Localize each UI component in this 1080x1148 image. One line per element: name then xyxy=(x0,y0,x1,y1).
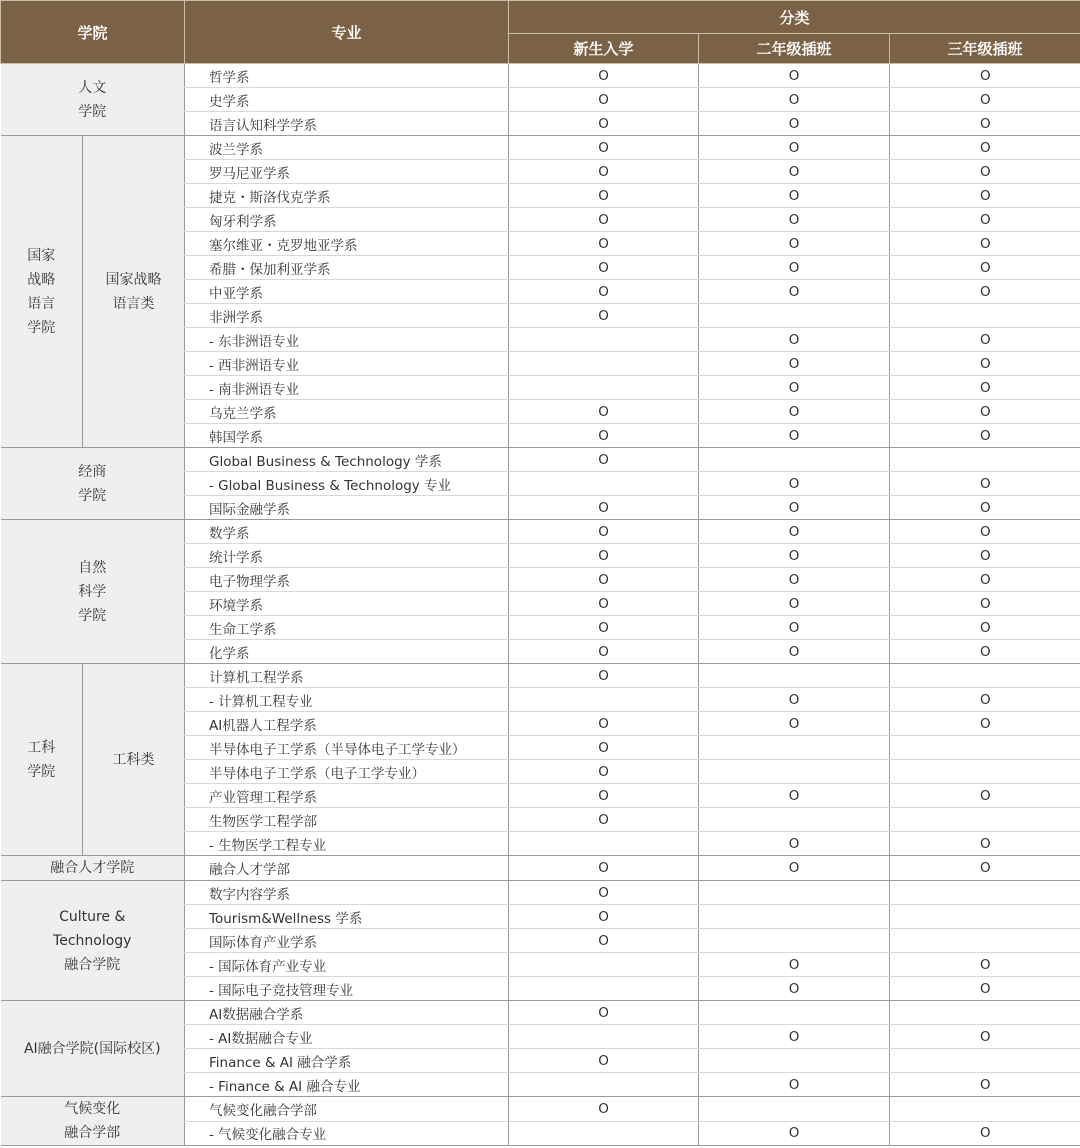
major-cell: - 气候变化融合专业 xyxy=(185,1121,509,1146)
mark-freshman: O xyxy=(509,88,699,112)
mark-freshman: O xyxy=(509,760,699,784)
mark-freshman: O xyxy=(509,256,699,280)
mark-sophomore: O xyxy=(699,544,890,568)
mark-sophomore: O xyxy=(699,256,890,280)
mark-sophomore: O xyxy=(699,712,890,736)
mark-junior xyxy=(890,1097,1080,1122)
mark-sophomore: O xyxy=(699,376,890,400)
mark-junior xyxy=(890,664,1080,688)
mark-sophomore: O xyxy=(699,640,890,664)
table-row xyxy=(1,1001,1080,1025)
mark-junior xyxy=(890,929,1080,953)
mark-sophomore: O xyxy=(699,472,890,496)
mark-freshman: O xyxy=(509,424,699,448)
mark-freshman: O xyxy=(509,280,699,304)
mark-sophomore: O xyxy=(699,856,890,881)
mark-sophomore: O xyxy=(699,424,890,448)
mark-junior: O xyxy=(890,712,1080,736)
major-cell: AI数据融合学系 xyxy=(185,1001,509,1025)
mark-sophomore: O xyxy=(699,977,890,1001)
major-cell: - 计算机工程专业 xyxy=(185,688,509,712)
mark-sophomore: O xyxy=(699,1025,890,1049)
mark-freshman: O xyxy=(509,520,699,544)
major-cell: 非洲学系 xyxy=(185,304,509,328)
mark-freshman: O xyxy=(509,160,699,184)
college-cell: AI融合学院(国际校区) xyxy=(1,1001,185,1097)
major-cell: - 国际体育产业专业 xyxy=(185,953,509,977)
mark-junior: O xyxy=(890,256,1080,280)
major-cell: 生命工学系 xyxy=(185,616,509,640)
mark-freshman xyxy=(509,1025,699,1049)
mark-sophomore xyxy=(699,1001,890,1025)
college-cell: 融合人才学院 xyxy=(1,856,185,881)
header-junior: 三年级插班 xyxy=(890,34,1080,64)
mark-freshman: O xyxy=(509,400,699,424)
major-cell: 产业管理工程学系 xyxy=(185,784,509,808)
table-row xyxy=(1,1097,1080,1122)
major-cell: 罗马尼亚学系 xyxy=(185,160,509,184)
header-sophomore: 二年级插班 xyxy=(699,34,890,64)
mark-freshman xyxy=(509,832,699,856)
major-cell: - Global Business & Technology 专业 xyxy=(185,472,509,496)
mark-sophomore: O xyxy=(699,520,890,544)
table-body xyxy=(1,64,1080,1146)
mark-freshman: O xyxy=(509,64,699,88)
mark-sophomore: O xyxy=(699,400,890,424)
major-cell: Global Business & Technology 学系 xyxy=(185,448,509,472)
mark-sophomore: O xyxy=(699,496,890,520)
mark-junior xyxy=(890,304,1080,328)
mark-sophomore: O xyxy=(699,352,890,376)
major-cell: 史学系 xyxy=(185,88,509,112)
mark-freshman: O xyxy=(509,808,699,832)
mark-junior: O xyxy=(890,184,1080,208)
mark-freshman: O xyxy=(509,784,699,808)
subcategory-cell: 国家战略 语言类 xyxy=(83,136,185,448)
major-cell: 语言认知科学学系 xyxy=(185,112,509,136)
mark-junior xyxy=(890,881,1080,905)
mark-sophomore: O xyxy=(699,184,890,208)
table-row xyxy=(1,448,1080,472)
mark-freshman: O xyxy=(509,929,699,953)
mark-junior: O xyxy=(890,352,1080,376)
major-cell: 匈牙利学系 xyxy=(185,208,509,232)
major-cell: Finance & AI 融合学系 xyxy=(185,1049,509,1073)
mark-freshman: O xyxy=(509,640,699,664)
mark-freshman xyxy=(509,953,699,977)
mark-sophomore xyxy=(699,1097,890,1122)
major-cell: 半导体电子工学系（半导体电子工学专业） xyxy=(185,736,509,760)
mark-freshman: O xyxy=(509,856,699,881)
subcategory-cell: 工科类 xyxy=(83,664,185,856)
college-cell: 气候变化 融合学部 xyxy=(1,1097,185,1146)
mark-freshman: O xyxy=(509,448,699,472)
major-cell: 希腊・保加利亚学系 xyxy=(185,256,509,280)
mark-sophomore: O xyxy=(699,112,890,136)
mark-freshman: O xyxy=(509,184,699,208)
mark-sophomore xyxy=(699,929,890,953)
major-cell: - 南非洲语专业 xyxy=(185,376,509,400)
major-cell: 数学系 xyxy=(185,520,509,544)
table-row xyxy=(1,64,1080,88)
mark-sophomore xyxy=(699,736,890,760)
major-cell: - 西非洲语专业 xyxy=(185,352,509,376)
mark-sophomore xyxy=(699,448,890,472)
mark-freshman: O xyxy=(509,136,699,160)
mark-junior: O xyxy=(890,376,1080,400)
mark-sophomore: O xyxy=(699,953,890,977)
major-cell: 乌克兰学系 xyxy=(185,400,509,424)
mark-sophomore xyxy=(699,881,890,905)
mark-sophomore: O xyxy=(699,280,890,304)
mark-sophomore xyxy=(699,905,890,929)
major-cell: 哲学系 xyxy=(185,64,509,88)
mark-freshman: O xyxy=(509,112,699,136)
major-cell: 计算机工程学系 xyxy=(185,664,509,688)
mark-sophomore: O xyxy=(699,568,890,592)
mark-sophomore xyxy=(699,760,890,784)
mark-freshman: O xyxy=(509,664,699,688)
major-cell: - 东非洲语专业 xyxy=(185,328,509,352)
mark-junior: O xyxy=(890,592,1080,616)
mark-freshman: O xyxy=(509,616,699,640)
mark-junior: O xyxy=(890,1121,1080,1146)
header-college: 学院 xyxy=(1,1,185,64)
mark-junior: O xyxy=(890,1073,1080,1097)
major-cell: 数字内容学系 xyxy=(185,881,509,905)
table-row xyxy=(1,856,1080,881)
major-cell: - Finance & AI 融合专业 xyxy=(185,1073,509,1097)
mark-freshman xyxy=(509,1073,699,1097)
major-cell: 波兰学系 xyxy=(185,136,509,160)
mark-freshman: O xyxy=(509,712,699,736)
major-cell: Tourism&Wellness 学系 xyxy=(185,905,509,929)
major-cell: 捷克・斯洛伐克学系 xyxy=(185,184,509,208)
mark-junior: O xyxy=(890,977,1080,1001)
mark-sophomore: O xyxy=(699,232,890,256)
major-cell: AI机器人工程学系 xyxy=(185,712,509,736)
mark-junior xyxy=(890,760,1080,784)
mark-junior xyxy=(890,736,1080,760)
college-cell: 经商 学院 xyxy=(1,448,185,520)
major-cell: 国际体育产业学系 xyxy=(185,929,509,953)
major-cell: 统计学系 xyxy=(185,544,509,568)
mark-sophomore xyxy=(699,1049,890,1073)
major-cell: 国际金融学系 xyxy=(185,496,509,520)
mark-freshman xyxy=(509,688,699,712)
mark-freshman: O xyxy=(509,304,699,328)
mark-freshman: O xyxy=(509,1001,699,1025)
college-cell: Culture & Technology 融合学院 xyxy=(1,881,185,1001)
mark-junior: O xyxy=(890,496,1080,520)
major-cell: 塞尔维亚・克罗地亚学系 xyxy=(185,232,509,256)
mark-sophomore: O xyxy=(699,1121,890,1146)
mark-sophomore xyxy=(699,304,890,328)
mark-junior: O xyxy=(890,520,1080,544)
mark-sophomore: O xyxy=(699,88,890,112)
mark-sophomore: O xyxy=(699,784,890,808)
mark-junior: O xyxy=(890,688,1080,712)
mark-freshman xyxy=(509,352,699,376)
major-cell: 半导体电子工学系（电子工学专业） xyxy=(185,760,509,784)
mark-junior: O xyxy=(890,112,1080,136)
college-cell: 国家 战略 语言 学院 xyxy=(1,136,83,448)
college-cell: 自然 科学 学院 xyxy=(1,520,185,664)
mark-freshman xyxy=(509,472,699,496)
mark-junior: O xyxy=(890,472,1080,496)
major-cell: 韩国学系 xyxy=(185,424,509,448)
table-row xyxy=(1,664,1080,688)
mark-junior: O xyxy=(890,616,1080,640)
major-cell: 气候变化融合学部 xyxy=(185,1097,509,1122)
mark-freshman: O xyxy=(509,736,699,760)
mark-freshman xyxy=(509,376,699,400)
mark-freshman: O xyxy=(509,568,699,592)
college-cell: 人文 学院 xyxy=(1,64,185,136)
mark-freshman: O xyxy=(509,208,699,232)
mark-sophomore xyxy=(699,664,890,688)
mark-junior: O xyxy=(890,136,1080,160)
mark-junior xyxy=(890,1049,1080,1073)
mark-junior: O xyxy=(890,64,1080,88)
header-freshman: 新生入学 xyxy=(509,34,699,64)
mark-junior: O xyxy=(890,832,1080,856)
mark-freshman: O xyxy=(509,496,699,520)
mark-junior: O xyxy=(890,544,1080,568)
mark-junior: O xyxy=(890,88,1080,112)
mark-sophomore: O xyxy=(699,592,890,616)
mark-junior: O xyxy=(890,1025,1080,1049)
header-major: 专业 xyxy=(185,1,509,64)
mark-junior: O xyxy=(890,208,1080,232)
header-category: 分类 xyxy=(509,1,1080,34)
mark-sophomore: O xyxy=(699,688,890,712)
college-cell: 工科 学院 xyxy=(1,664,83,856)
mark-junior: O xyxy=(890,400,1080,424)
mark-sophomore: O xyxy=(699,1073,890,1097)
mark-junior: O xyxy=(890,160,1080,184)
mark-sophomore xyxy=(699,808,890,832)
table-row xyxy=(1,136,1080,160)
mark-junior xyxy=(890,448,1080,472)
mark-freshman: O xyxy=(509,1097,699,1122)
mark-junior: O xyxy=(890,856,1080,881)
mark-junior: O xyxy=(890,568,1080,592)
mark-sophomore: O xyxy=(699,208,890,232)
mark-junior: O xyxy=(890,640,1080,664)
mark-sophomore: O xyxy=(699,832,890,856)
mark-junior: O xyxy=(890,953,1080,977)
mark-sophomore: O xyxy=(699,64,890,88)
major-cell: - 生物医学工程专业 xyxy=(185,832,509,856)
major-cell: 环境学系 xyxy=(185,592,509,616)
mark-freshman: O xyxy=(509,592,699,616)
mark-freshman: O xyxy=(509,544,699,568)
mark-freshman xyxy=(509,1121,699,1146)
mark-freshman: O xyxy=(509,905,699,929)
mark-junior: O xyxy=(890,232,1080,256)
major-cell: 中亚学系 xyxy=(185,280,509,304)
mark-junior: O xyxy=(890,424,1080,448)
major-cell: 融合人才学部 xyxy=(185,856,509,881)
mark-junior: O xyxy=(890,328,1080,352)
mark-sophomore: O xyxy=(699,616,890,640)
mark-junior xyxy=(890,1001,1080,1025)
major-cell: - 国际电子竞技管理专业 xyxy=(185,977,509,1001)
major-cell: 生物医学工程学部 xyxy=(185,808,509,832)
mark-freshman xyxy=(509,977,699,1001)
major-cell: 电子物理学系 xyxy=(185,568,509,592)
mark-freshman: O xyxy=(509,1049,699,1073)
mark-sophomore: O xyxy=(699,328,890,352)
mark-junior xyxy=(890,808,1080,832)
mark-junior: O xyxy=(890,784,1080,808)
mark-junior xyxy=(890,905,1080,929)
mark-freshman: O xyxy=(509,232,699,256)
mark-junior: O xyxy=(890,280,1080,304)
mark-sophomore: O xyxy=(699,160,890,184)
mark-freshman: O xyxy=(509,881,699,905)
table-row xyxy=(1,520,1080,544)
mark-freshman xyxy=(509,328,699,352)
major-cell: 化学系 xyxy=(185,640,509,664)
table-row xyxy=(1,881,1080,905)
mark-sophomore: O xyxy=(699,136,890,160)
major-cell: - AI数据融合专业 xyxy=(185,1025,509,1049)
